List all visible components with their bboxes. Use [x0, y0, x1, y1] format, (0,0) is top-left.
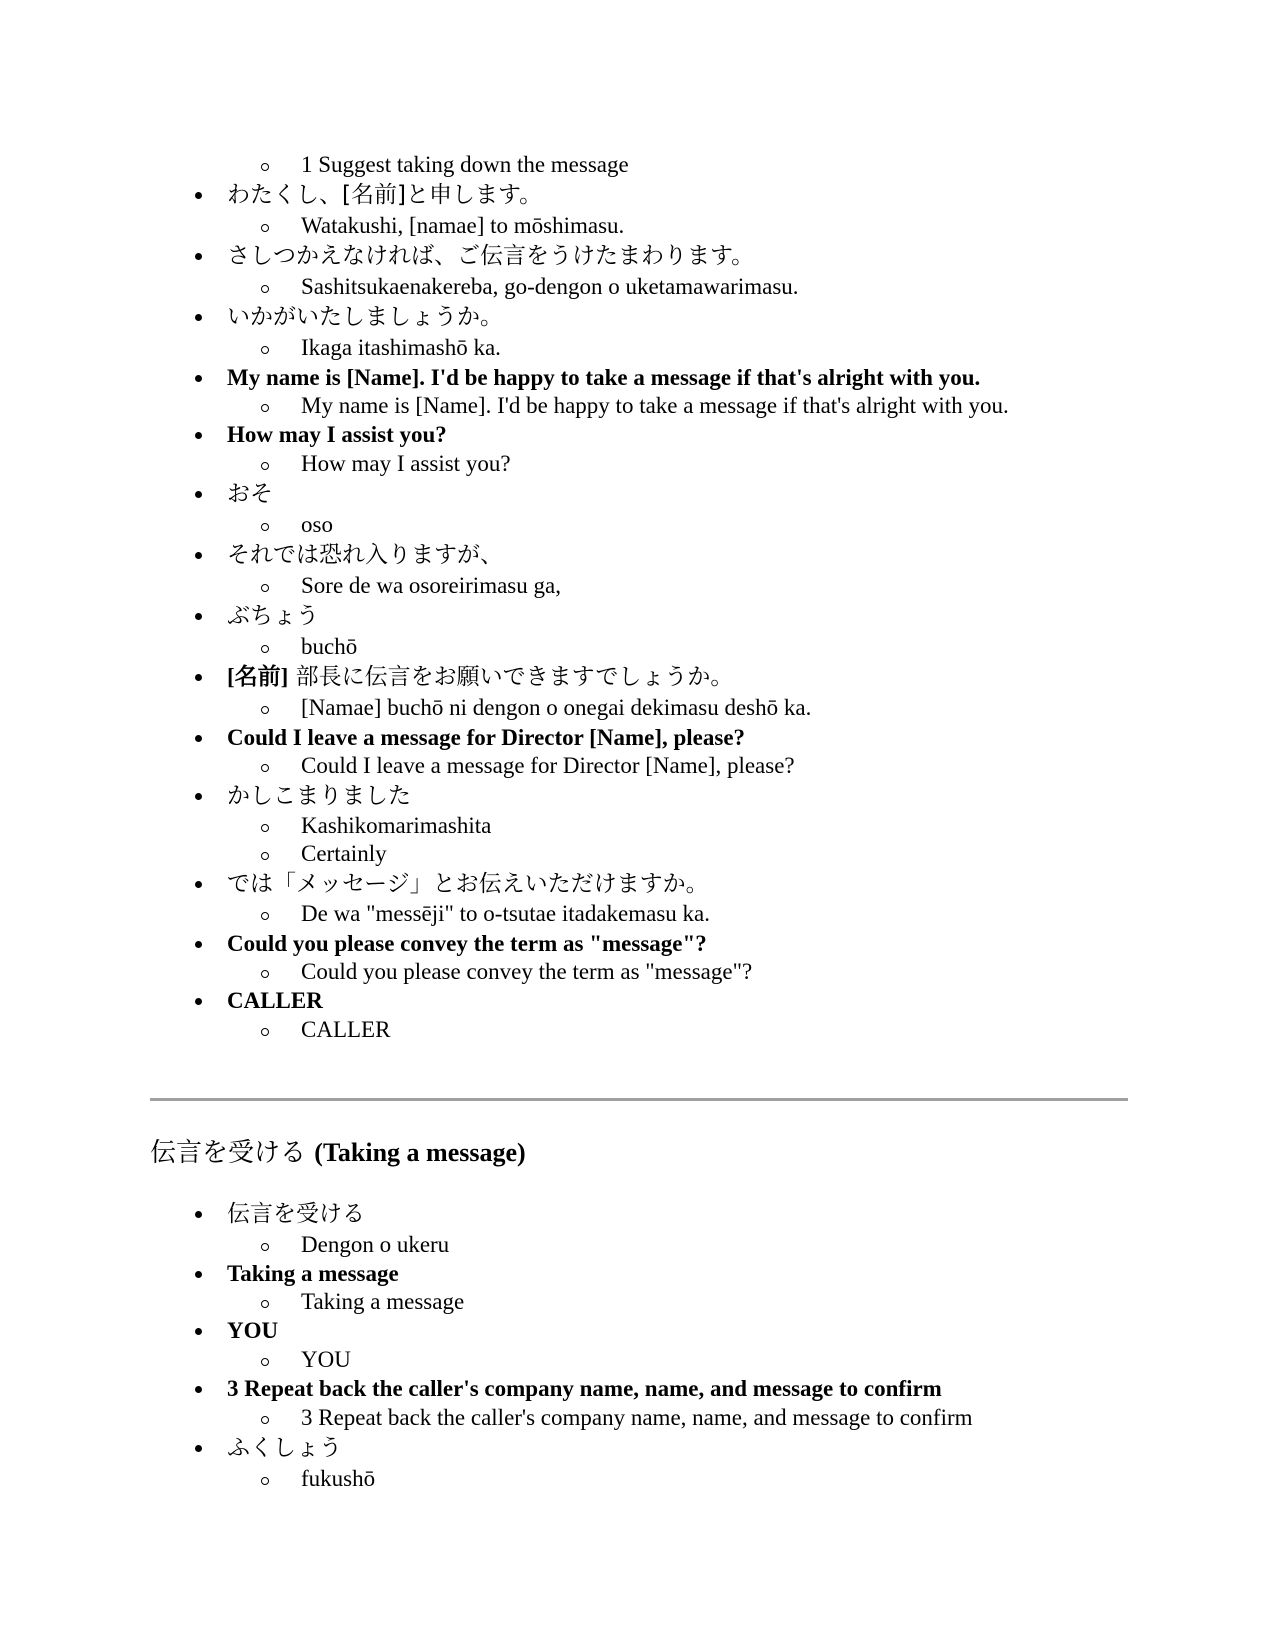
section-heading-en: (Taking a message) [314, 1138, 526, 1167]
list-item-text: いかがいたしましょうか。 [227, 304, 503, 330]
list-subitem: 1 Suggest taking down the message [301, 152, 629, 177]
list-item-text: おそ [227, 481, 273, 507]
list-item-text: さしつかえなければ、ご伝言をうけたまわります。 [227, 243, 755, 269]
list-subitem: YOU [301, 1347, 351, 1372]
list-item-text: 3 Repeat back the caller's company name, name, and message to confirm [227, 1376, 942, 1401]
list-subitem: Taking a message [301, 1289, 465, 1314]
list-item [227, 181, 542, 209]
list-item-text: CALLER [227, 988, 323, 1013]
horizontal-rule [150, 1098, 1128, 1101]
list-item [227, 541, 503, 569]
list-item [227, 1317, 278, 1345]
list-subitem: My name is [Name]. I'd be happy to take a message if that's alright with you. [301, 393, 1009, 418]
list-item [227, 364, 980, 392]
list-item-text: わたくし、[名前]と申します。 [227, 182, 543, 208]
list-item [227, 242, 754, 270]
list-item [227, 421, 447, 449]
list-item [227, 480, 273, 508]
list-item-text: My name is [Name]. I'd be happy to take a message if that's alright with you. [227, 365, 981, 390]
list-item [227, 724, 745, 752]
list-subitem: [Namae] buchō ni dengon o onegai dekimasu deshō ka. [301, 695, 812, 720]
list-subitem: De wa "messēji" to o-tsutae itadakemasu ka. [301, 901, 711, 926]
list-subitem: 3 Repeat back the caller's company name, name, and message to confirm [301, 1405, 973, 1430]
list-subitem: oso [301, 512, 333, 537]
list-subitem: Dengon o ukeru [301, 1232, 450, 1257]
list-item [227, 1375, 942, 1403]
list-item-text: ふくしょう [227, 1435, 342, 1461]
list-item-text: 部長に伝言をお願いできますでしょうか。 [288, 664, 734, 690]
list-item-text: 伝言を受ける [227, 1201, 365, 1227]
list-subitem: Could I leave a message for Director [Name], please? [301, 753, 795, 778]
list-item-text: ぶちょう [227, 603, 319, 629]
list-item-text: それでは恐れ入りますが、 [227, 542, 503, 568]
section-heading-jp: 伝言を受ける [150, 1138, 307, 1168]
list-item [227, 1434, 342, 1462]
list-subitem: fukushō [301, 1466, 376, 1491]
list-item [227, 303, 503, 331]
list-subitem: Sore de wa osoreirimasu ga, [301, 573, 561, 598]
list-subitem: buchō [301, 634, 358, 659]
list-item-text: かしこまりました [227, 783, 411, 809]
list-subitem: CALLER [301, 1017, 391, 1042]
list-item-text: YOU [227, 1318, 279, 1343]
list-item [227, 1260, 399, 1288]
list-item [227, 870, 709, 898]
list-item [227, 782, 411, 810]
list-subitem: How may I assist you? [301, 451, 511, 476]
section-heading [150, 1136, 526, 1170]
list-subitem: Ikaga itashimashō ka. [301, 335, 501, 360]
list-item [227, 602, 319, 630]
list-item-text: Could I leave a message for Director [Name], please? [227, 725, 746, 750]
list-item-text: How may I assist you? [227, 422, 447, 447]
list-subitem: Could you please convey the term as "message"? [301, 959, 753, 984]
list-subitem: Watakushi, [namae] to mōshimasu. [301, 213, 625, 238]
list-item [227, 930, 707, 958]
list-item-text: Could you please convey the term as "message"? [227, 931, 707, 956]
list-subitem: Kashikomarimashita [301, 813, 492, 838]
list-item-text: では「メッセージ」とお伝えいただけますか。 [227, 871, 709, 897]
list-item [227, 1200, 365, 1228]
list-item [227, 987, 323, 1015]
list-item-bold-text: [名前] [227, 664, 289, 689]
list-item [227, 663, 733, 691]
list-item-text: Taking a message [227, 1261, 399, 1286]
list-subitem: Sashitsukaenakereba, go-dengon o uketamawarimasu. [301, 274, 799, 299]
list-subitem: Certainly [301, 841, 387, 866]
